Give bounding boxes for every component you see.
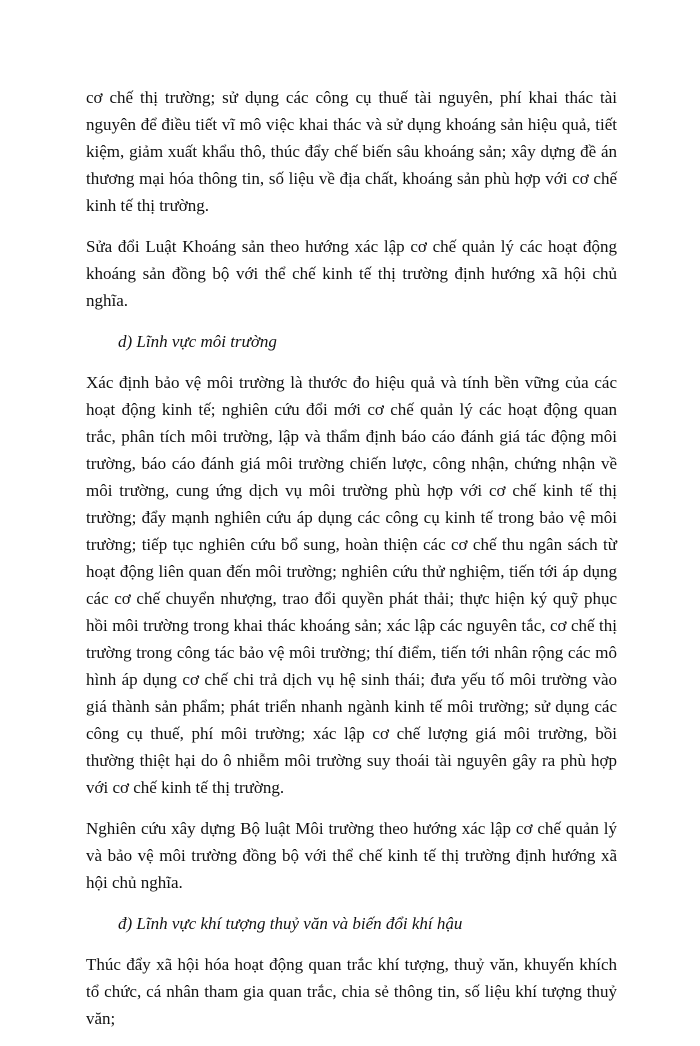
paragraph-mineral-law: Sửa đổi Luật Khoáng sản theo hướng xác lập cơ chế quản lý các hoạt động khoáng sản đồng bộ với thể chế kinh tế thị trường định hướng xã hội chủ nghĩa.	[86, 237, 617, 310]
section-heading-environment: d) Lĩnh vực môi trường	[118, 332, 277, 351]
paragraph-environment-code: Nghiên cứu xây dựng Bộ luật Môi trường theo hướng xác lập cơ chế quản lý và bảo vệ môi trường đồng bộ với thể chế kinh tế thị trường định hướng xã hội chủ nghĩa.	[86, 819, 617, 892]
document-body	[86, 84, 617, 1046]
paragraph-hydrometeorology: Thúc đẩy xã hội hóa hoạt động quan trắc khí tượng, thuỷ văn, khuyến khích tổ chức, cá nhân tham gia quan trắc, chia sẻ thông tin, số liệu khí tượng thuỷ văn;	[86, 955, 617, 1028]
section-heading-hydrometeorology: đ) Lĩnh vực khí tượng thuỷ văn và biến đổi khí hậu	[118, 914, 463, 933]
paragraph-mineral-market: cơ chế thị trường; sử dụng các công cụ thuế tài nguyên, phí khai thác tài nguyên để điều tiết vĩ mô việc khai thác và sử dụng khoáng sản hiệu quả, tiết kiệm, giảm xuất khẩu thô, thúc đẩy chế biến sâu khoáng sản; xây dựng đề án thương mại hóa thông tin, số liệu về địa chất, khoáng sản phù hợp với cơ chế kinh tế thị trường.	[86, 88, 617, 215]
paragraph-environment-policy: Xác định bảo vệ môi trường là thước đo hiệu quả và tính bền vững của các hoạt động kinh tế; nghiên cứu đổi mới cơ chế quản lý các hoạt động quan trắc, phân tích môi trường, lập và thẩm định báo cáo đánh giá tác động môi trường, báo cáo đánh giá môi trường chiến lược, công nhận, chứng nhận về môi trường, cung ứng dịch vụ môi trường phù hợp với cơ chế kinh tế thị trường; đẩy mạnh nghiên cứu áp dụng các công cụ kinh tế trong bảo vệ môi trường; tiếp tục nghiên cứu bổ sung, hoàn thiện các cơ chế thu ngân sách từ hoạt động liên quan đến môi trường; nghiên cứu thử nghiệm, tiến tới áp dụng các cơ chế chuyển nhượng, trao đổi quyền phát thải; thực hiện ký quỹ phục hồi môi trường trong khai thác khoáng sản; xác lập các nguyên tắc, cơ chế thị trường trong công tác bảo vệ môi trường; thí điểm, tiến tới nhân rộng các mô hình áp dụng cơ chế chi trả dịch vụ hệ sinh thái; đưa yếu tố môi trường vào giá thành sản phẩm; phát triển nhanh ngành kinh tế môi trường; sử dụng các công cụ thuế, phí môi trường; xác lập cơ chế lượng giá môi trường, bồi thường thiệt hại do ô nhiễm môi trường suy thoái tài nguyên gây ra phù hợp với cơ chế kinh tế thị trường.	[86, 373, 617, 797]
